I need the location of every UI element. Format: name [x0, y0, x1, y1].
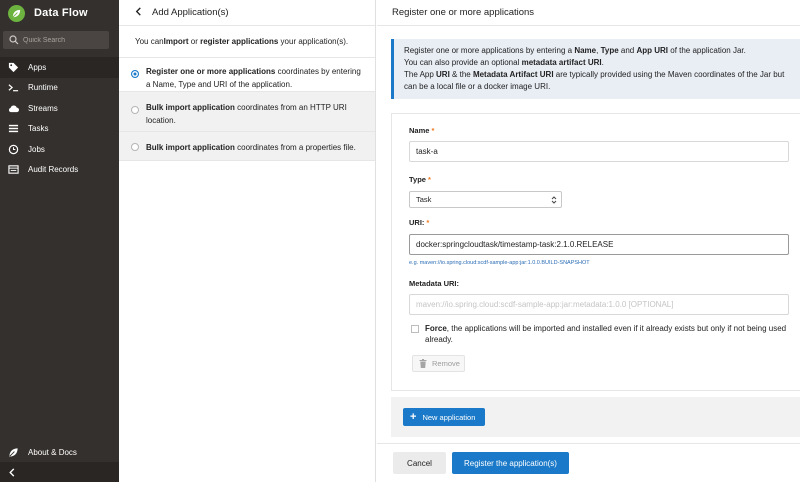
sidebar: [0, 0, 119, 482]
footer-divider: [377, 443, 800, 444]
sidebar-item-label: Tasks: [28, 124, 49, 134]
clock-icon: [8, 144, 19, 155]
info-line-1: Register one or more applications by entering a Name, Type and App URI of the application Jar.: [404, 46, 746, 55]
brand[interactable]: [0, 0, 119, 26]
sidebar-item-audit-records[interactable]: [0, 160, 119, 181]
metadata-uri-input[interactable]: [409, 294, 789, 315]
remove-label: Remove: [432, 359, 460, 368]
search-icon: [9, 35, 19, 45]
new-application-button[interactable]: [403, 408, 485, 426]
info-box: [391, 39, 800, 99]
option-text: Bulk import application coordinates from an HTTP URI location.: [146, 103, 347, 125]
records-icon: [8, 164, 19, 175]
list-icon: [8, 123, 19, 134]
sidebar-item-runtime[interactable]: [0, 78, 119, 99]
info-line-2: You can also provide an optional metadata artifact URI.: [404, 58, 604, 67]
type-select-value: Task: [416, 195, 432, 204]
cloud-icon: [8, 103, 19, 114]
radio-unselected[interactable]: [131, 143, 139, 151]
select-arrows-icon: [551, 195, 557, 206]
new-application-label: New application: [422, 412, 476, 422]
force-option: [411, 323, 793, 345]
cancel-button[interactable]: Cancel: [393, 452, 446, 474]
spring-leaf-logo-icon: [8, 5, 25, 22]
plus-icon: +: [410, 411, 417, 423]
sidebar-item-jobs[interactable]: [0, 139, 119, 160]
option-text: Register one or more applications coordinates by entering a Name, Type and URI of the application.: [146, 67, 361, 89]
leaf-icon: [8, 447, 19, 458]
force-checkbox[interactable]: [411, 325, 419, 333]
trash-icon: [419, 359, 427, 368]
sidebar-item-label: About & Docs: [28, 447, 77, 457]
radio-selected[interactable]: [131, 70, 139, 78]
sidebar-nav: [0, 57, 119, 180]
force-text: Force, the applications will be imported and installed even if it already exists but only if not being used already.: [425, 324, 787, 344]
sidebar-item-label: Audit Records: [28, 165, 79, 175]
intro-mid: or: [188, 37, 201, 46]
app-title: Data Flow: [34, 7, 88, 19]
uri-hint: e.g. maven://io.spring.cloud:scdf-sample-app:jar:1.0.0.BUILD-SNAPSHOT: [409, 260, 590, 266]
option-register-applications[interactable]: [119, 58, 375, 92]
sidebar-item-label: Runtime: [28, 83, 58, 93]
remove-button[interactable]: [412, 355, 465, 372]
option-bulk-import-file[interactable]: [119, 132, 375, 161]
uri-input[interactable]: [409, 234, 789, 255]
sidebar-item-about-docs[interactable]: [0, 444, 119, 460]
radio-unselected[interactable]: [131, 106, 139, 114]
type-select[interactable]: [409, 191, 562, 208]
name-input[interactable]: [409, 141, 789, 162]
sidebar-item-label: Jobs: [28, 144, 45, 154]
panel-header: [119, 0, 375, 26]
intro-register: register applications: [200, 37, 279, 46]
sidebar-item-tasks[interactable]: [0, 119, 119, 140]
application-form: [391, 113, 800, 391]
sidebar-item-apps[interactable]: [0, 57, 119, 78]
info-line-3: The App URI & the Metadata Artifact URI are typically provided using the Maven coordinates of the Jar but can be a local file or a docker image URI.: [404, 70, 785, 91]
uri-label: URI: *: [409, 218, 430, 227]
sidebar-item-streams[interactable]: [0, 98, 119, 119]
sidebar-item-label: Apps: [28, 62, 47, 72]
type-label: Type *: [409, 175, 431, 184]
panel-title: Register one or more applications: [377, 0, 800, 26]
intro-post: your application(s).: [278, 37, 349, 46]
intro-pre: You can: [135, 37, 164, 46]
option-bulk-import-uri[interactable]: [119, 92, 375, 132]
quick-search-input[interactable]: [23, 37, 103, 44]
tag-icon: [8, 62, 19, 73]
back-chevron-icon[interactable]: [135, 7, 142, 19]
register-applications-panel: [377, 0, 800, 482]
quick-search[interactable]: [3, 31, 109, 49]
page-title: Add Application(s): [152, 7, 229, 18]
name-label: Name *: [409, 126, 435, 135]
intro-import: Import: [163, 37, 189, 46]
sidebar-collapse-button[interactable]: [0, 462, 119, 482]
register-button[interactable]: Register the application(s): [452, 452, 569, 474]
option-text: Bulk import application coordinates from a properties file.: [146, 143, 356, 152]
sidebar-item-label: Streams: [28, 103, 58, 113]
terminal-icon: [8, 82, 19, 93]
add-application-panel: [119, 0, 376, 482]
chevron-left-icon: [8, 468, 16, 477]
intro-text: [119, 26, 375, 58]
metadata-uri-label: Metadata URI:: [409, 279, 460, 288]
